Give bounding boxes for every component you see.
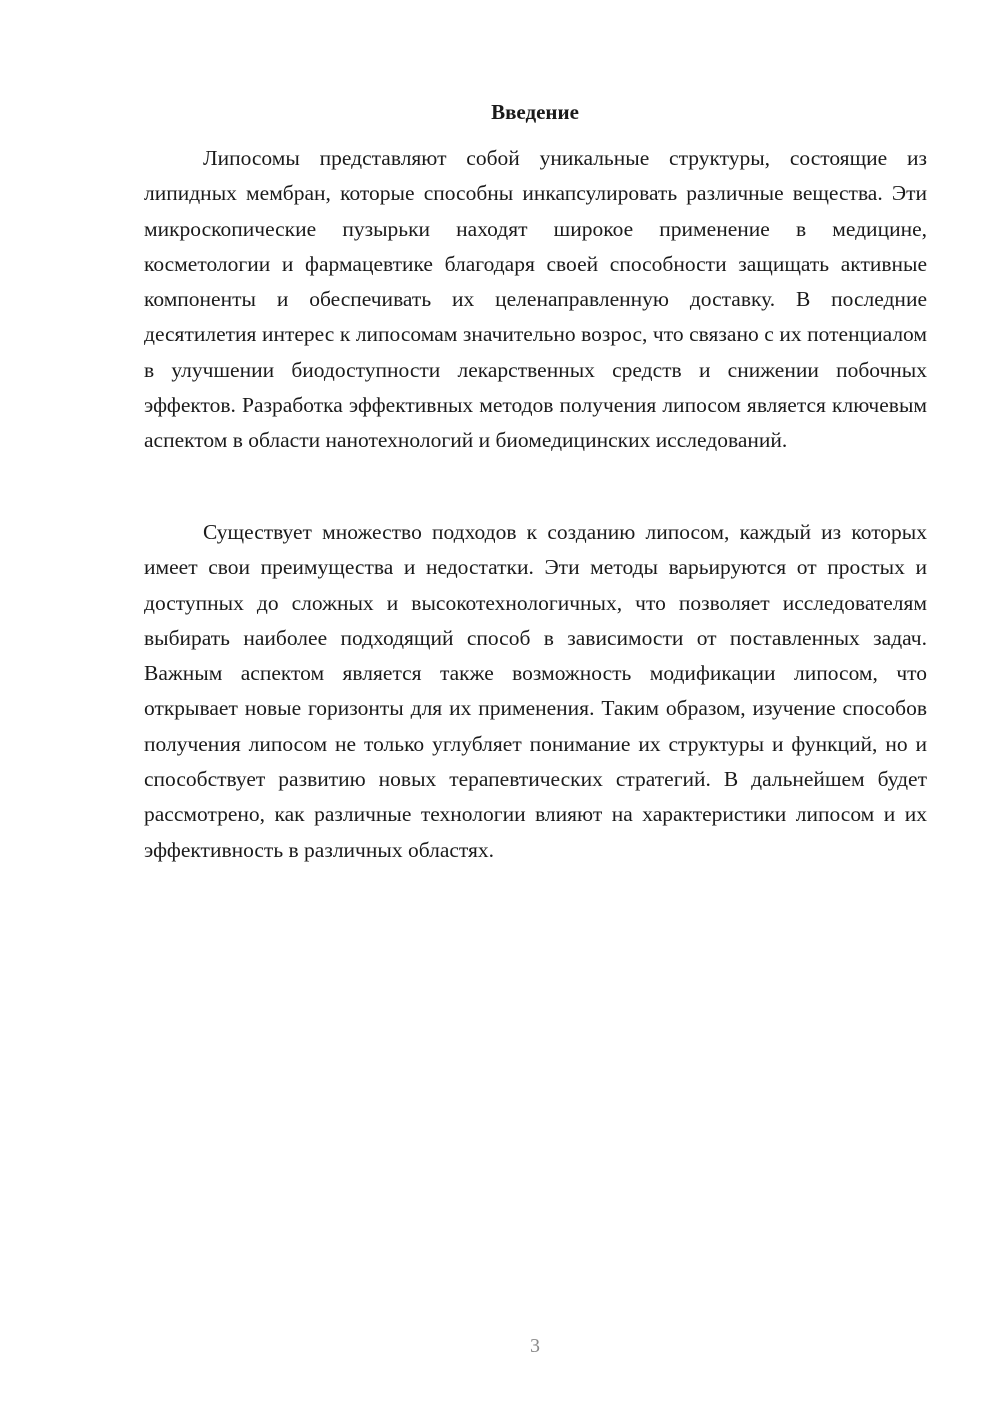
paragraph-intro: Липосомы представляют собой уникальные структуры, состоящие из липидных мембран, которые способны инкапсулировать различные вещества. Эти микроскопические пузырьки находят широкое применение в медицине, косметологии и фармацевтике благодаря своей способности защищать активные компоненты и обеспечивать их целенаправленную доставку. В последние десятилетия интерес к липосомам значительно возрос, что связано с их потенциалом в улучшении биодоступности лекарственных средств и снижении побочных эффектов. Разработка эффективных методов получения липосом является ключевым аспектом в области нанотехнологий и биомедицинских исследований.: [144, 146, 927, 453]
paragraph-methods: Существует множество подходов к созданию липосом, каждый из которых имеет свои преимущества и недостатки. Эти методы варьируются от простых и доступных до сложных и высокотехнологичных, что позволяет исследователям выбирать наиболее подходящий способ в зависимости от поставленных задач. Важным аспектом является также возможность модификации липосом, что открывает новые горизонты для их применения. Таким образом, изучение способов получения липосом не только углубляет понимание их структуры и функций, но и способствует развитию новых терапевтических стратегий. В дальнейшем будет рассмотрено, как различные технологии влияют на характеристики липосом и их эффективность в различных областях.: [144, 520, 927, 862]
page-number: 3: [530, 1335, 540, 1357]
section-heading: Введение: [491, 100, 579, 124]
